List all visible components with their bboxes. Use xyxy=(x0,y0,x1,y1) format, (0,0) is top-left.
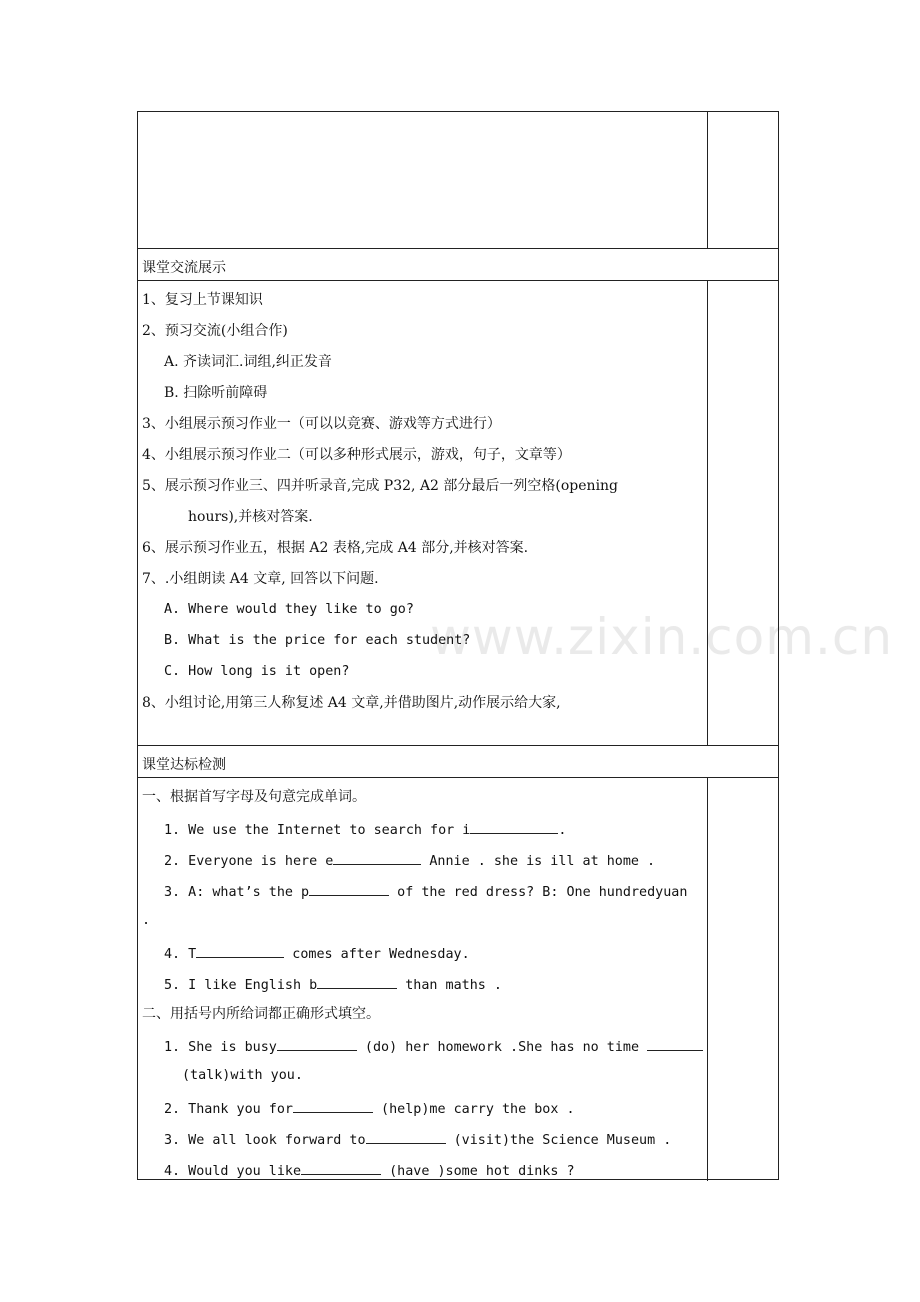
part-heading: 一、根据首写字母及句意完成单词。 xyxy=(142,789,366,805)
answer-blank[interactable] xyxy=(301,1160,381,1175)
section-title: 课堂达标检测 xyxy=(142,757,226,773)
question-item: 5. I like English b than maths . xyxy=(164,974,502,995)
answer-blank[interactable] xyxy=(647,1036,703,1051)
question-item: 2. Everyone is here e Annie . she is ill at home . xyxy=(164,850,655,871)
list-item: 8、小组讨论,用第三人称复述 A4 文章,并借助图片,动作展示给大家, xyxy=(142,695,561,711)
answer-blank[interactable] xyxy=(366,1129,446,1144)
question-item: 1. We use the Internet to search for i . xyxy=(164,819,566,840)
worksheet-table xyxy=(137,111,779,1180)
column-divider xyxy=(707,777,708,1181)
column-divider xyxy=(707,280,708,745)
question-item: B. What is the price for each student? xyxy=(164,633,471,648)
answer-blank[interactable] xyxy=(470,819,558,834)
question-item: C. How long is it open? xyxy=(164,664,350,679)
answer-blank[interactable] xyxy=(277,1036,357,1051)
question-item: 3. A: what’s the p of the red dress? B: One hundredyuan xyxy=(164,881,687,902)
question-item: 4. Would you like (have )some hot dinks ? xyxy=(164,1160,575,1181)
answer-blank[interactable] xyxy=(333,850,421,865)
row-divider xyxy=(138,777,778,778)
list-item: 1、复习上节课知识 xyxy=(142,292,263,308)
section-title: 课堂交流展示 xyxy=(142,260,226,276)
list-item: 5、展示预习作业三、四并听录音,完成 P32, A2 部分最后一列空格(opening xyxy=(142,478,619,494)
list-item: 7、.小组朗读 A4 文章, 回答以下问题. xyxy=(142,571,379,587)
answer-blank[interactable] xyxy=(196,943,284,958)
question-item: 3. We all look forward to (visit)the Science Museum . xyxy=(164,1129,671,1150)
answer-blank[interactable] xyxy=(317,974,397,989)
question-item: A. Where would they like to go? xyxy=(164,602,414,617)
watermark: www.zixin.com.cn xyxy=(430,608,894,666)
list-item: B. 扫除听前障碍 xyxy=(164,385,268,401)
question-item: 1. She is busy (do) her homework .She has no time xyxy=(164,1036,703,1057)
row-divider xyxy=(138,280,778,281)
column-divider xyxy=(707,112,708,248)
question-item: . xyxy=(142,913,151,928)
row-divider xyxy=(138,745,778,746)
question-item: 2. Thank you for (help)me carry the box . xyxy=(164,1098,575,1119)
list-item: 2、预习交流(小组合作) xyxy=(142,323,288,339)
part-heading: 二、用括号内所给词都正确形式填空。 xyxy=(142,1006,380,1022)
question-item: (talk)with you. xyxy=(182,1068,303,1083)
list-item: 6、展示预习作业五，根据 A2 表格,完成 A4 部分,并核对答案. xyxy=(142,540,529,556)
list-item: A. 齐读词汇.词组,纠正发音 xyxy=(164,354,332,370)
answer-blank[interactable] xyxy=(309,881,389,896)
question-item: 4. T comes after Wednesday. xyxy=(164,943,470,964)
list-item: 3、小组展示预习作业一（可以以竞赛、游戏等方式进行） xyxy=(142,416,501,432)
list-item: hours),并核对答案. xyxy=(188,509,313,525)
answer-blank[interactable] xyxy=(293,1098,373,1113)
list-item: 4、小组展示预习作业二（可以多种形式展示，游戏，句子，文章等） xyxy=(142,447,571,463)
row-divider xyxy=(138,248,778,249)
